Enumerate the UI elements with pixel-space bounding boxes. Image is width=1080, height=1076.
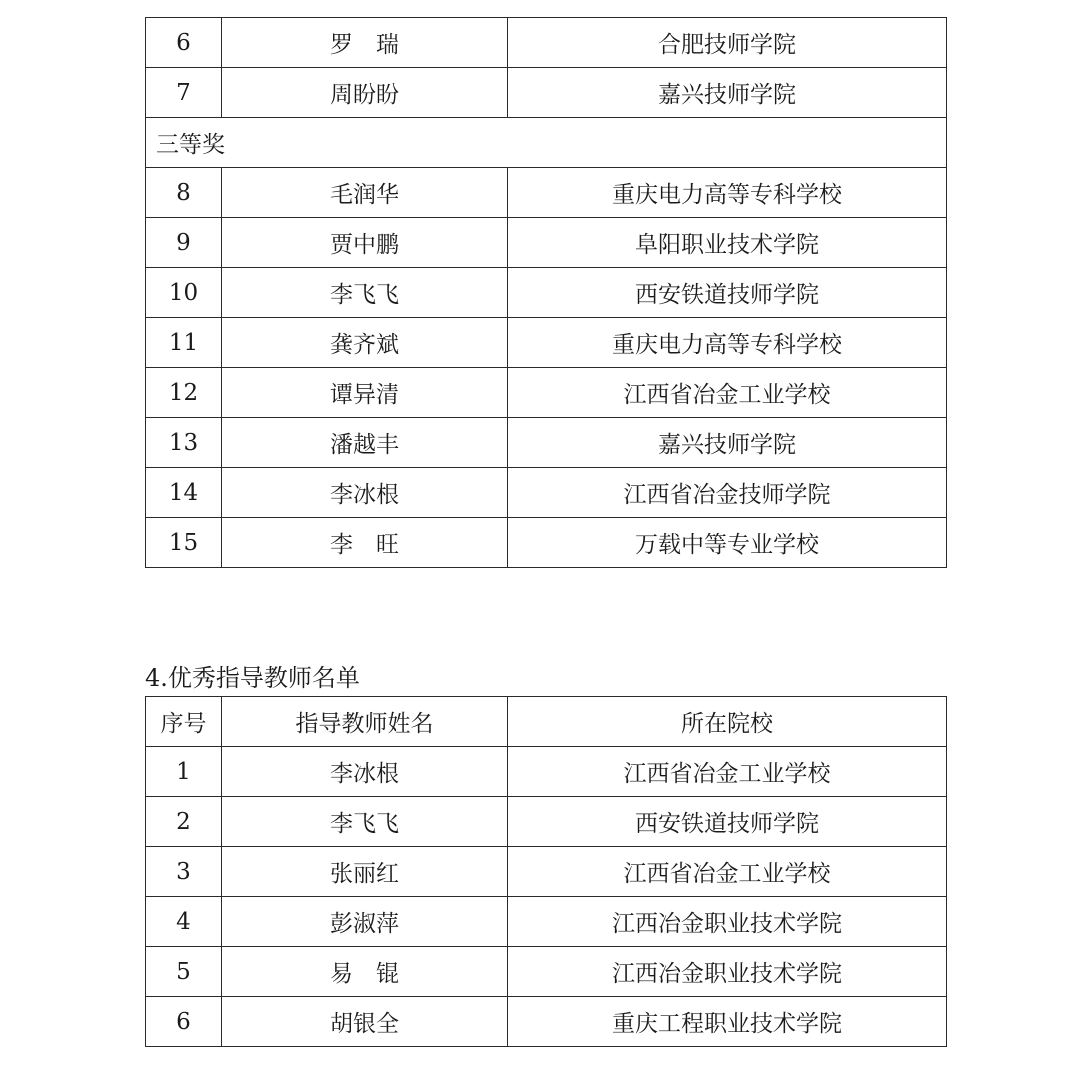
school-name: 江西冶金职业技术学院 (508, 897, 947, 947)
header-school: 所在院校 (508, 697, 947, 747)
winner-name: 龚齐斌 (222, 318, 508, 368)
row-number: 1 (146, 747, 222, 797)
row-number: 15 (146, 518, 222, 568)
instructor-name: 易 锟 (222, 947, 508, 997)
row-number: 6 (146, 18, 222, 68)
row-number: 2 (146, 797, 222, 847)
award-table-continued (145, 17, 947, 568)
table-row (146, 218, 947, 268)
header-number: 序号 (146, 697, 222, 747)
school-name: 江西冶金职业技术学院 (508, 947, 947, 997)
winner-name: 罗 瑞 (222, 18, 508, 68)
school-name: 万载中等专业学校 (508, 518, 947, 568)
school-name: 西安铁道技师学院 (508, 797, 947, 847)
table-row (146, 897, 947, 947)
row-number: 6 (146, 997, 222, 1047)
school-name: 江西省冶金工业学校 (508, 368, 947, 418)
school-name: 阜阳职业技术学院 (508, 218, 947, 268)
school-name: 江西省冶金工业学校 (508, 747, 947, 797)
section-heading: 4.优秀指导教师名单 (145, 664, 360, 692)
table-row (146, 518, 947, 568)
instructor-name: 胡银全 (222, 997, 508, 1047)
instructor-name: 张丽红 (222, 847, 508, 897)
instructor-table (145, 696, 947, 1047)
table-row (146, 797, 947, 847)
school-name: 重庆工程职业技术学院 (508, 997, 947, 1047)
winner-name: 周盼盼 (222, 68, 508, 118)
table-row (146, 268, 947, 318)
school-name: 重庆电力高等专科学校 (508, 168, 947, 218)
school-name: 嘉兴技师学院 (508, 418, 947, 468)
row-number: 8 (146, 168, 222, 218)
table-row (146, 418, 947, 468)
section-row (146, 118, 947, 168)
header-instructor-name: 指导教师姓名 (222, 697, 508, 747)
table-row (146, 747, 947, 797)
winner-name: 李冰根 (222, 468, 508, 518)
school-name: 嘉兴技师学院 (508, 68, 947, 118)
table-row (146, 68, 947, 118)
winner-name: 贾中鹏 (222, 218, 508, 268)
instructor-name: 彭淑萍 (222, 897, 508, 947)
table-row (146, 847, 947, 897)
row-number: 5 (146, 947, 222, 997)
row-number: 9 (146, 218, 222, 268)
table-row (146, 168, 947, 218)
table-row (146, 468, 947, 518)
row-number: 3 (146, 847, 222, 897)
school-name: 合肥技师学院 (508, 18, 947, 68)
table-row (146, 368, 947, 418)
winner-name: 毛润华 (222, 168, 508, 218)
row-number: 10 (146, 268, 222, 318)
school-name: 江西省冶金技师学院 (508, 468, 947, 518)
third-prize-label: 三等奖 (146, 118, 947, 168)
school-name: 西安铁道技师学院 (508, 268, 947, 318)
winner-name: 李飞飞 (222, 268, 508, 318)
row-number: 4 (146, 897, 222, 947)
row-number: 11 (146, 318, 222, 368)
school-name: 重庆电力高等专科学校 (508, 318, 947, 368)
table-row (146, 997, 947, 1047)
table-row (146, 318, 947, 368)
instructor-name: 李冰根 (222, 747, 508, 797)
table-row (146, 947, 947, 997)
instructor-name: 李飞飞 (222, 797, 508, 847)
row-number: 14 (146, 468, 222, 518)
winner-name: 潘越丰 (222, 418, 508, 468)
table-header-row (146, 697, 947, 747)
row-number: 7 (146, 68, 222, 118)
school-name: 江西省冶金工业学校 (508, 847, 947, 897)
row-number: 12 (146, 368, 222, 418)
winner-name: 谭异清 (222, 368, 508, 418)
winner-name: 李 旺 (222, 518, 508, 568)
row-number: 13 (146, 418, 222, 468)
table-row (146, 18, 947, 68)
